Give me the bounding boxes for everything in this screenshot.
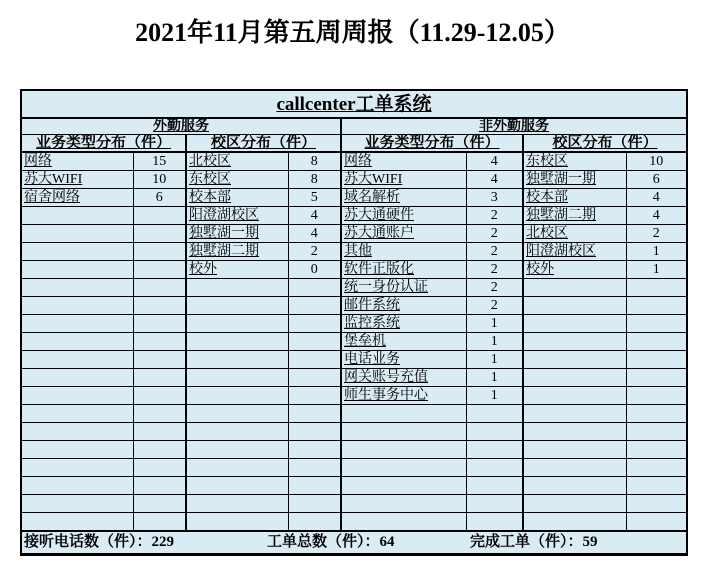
cell-label: [21, 315, 133, 333]
table-row: [21, 333, 687, 351]
table-row: [21, 459, 687, 477]
cell-value: 4: [466, 152, 523, 171]
cell-value: 5: [288, 189, 341, 207]
cell-value: 10: [626, 152, 687, 171]
cell-value: [288, 477, 341, 495]
table-row: [21, 477, 687, 495]
column-header-row: [21, 135, 687, 153]
cell-label: [341, 405, 466, 423]
summary-row: [21, 531, 687, 555]
page-title: 2021年11月第五周周报（11.29-12.05）: [135, 18, 570, 47]
cell-value: [466, 513, 523, 532]
cell-label: 独墅湖二期: [523, 207, 626, 225]
cell-label: [186, 441, 288, 459]
table-title: callcenter工单系统: [21, 90, 687, 118]
cell-value: [133, 423, 186, 441]
cell-value: 8: [288, 171, 341, 189]
table-row: [21, 513, 687, 532]
cell-label: [523, 441, 626, 459]
table-row: [21, 405, 687, 423]
cell-value: [466, 405, 523, 423]
cell-label: [21, 225, 133, 243]
cell-value: [626, 279, 687, 297]
table-row: [21, 243, 687, 261]
cell-label: [21, 387, 133, 405]
cell-label: [523, 387, 626, 405]
cell-value: [133, 207, 186, 225]
table-row: [21, 225, 687, 243]
cell-label: [341, 477, 466, 495]
cell-label: [21, 279, 133, 297]
table-row: [21, 441, 687, 459]
cell-label: 阳澄湖校区: [186, 207, 288, 225]
cell-label: 苏大通账户: [341, 225, 466, 243]
cell-label: [186, 369, 288, 387]
cell-value: 6: [133, 189, 186, 207]
cell-label: 电话业务: [341, 351, 466, 369]
cell-value: 2: [466, 297, 523, 315]
cell-label: [21, 441, 133, 459]
cell-label: 独墅湖二期: [186, 243, 288, 261]
cell-value: [133, 333, 186, 351]
cell-label: [21, 423, 133, 441]
table-row: [21, 423, 687, 441]
cell-value: [466, 423, 523, 441]
cell-value: [626, 297, 687, 315]
cell-value: [626, 477, 687, 495]
table-row: [21, 171, 687, 189]
cell-label: [186, 459, 288, 477]
cell-value: 10: [133, 171, 186, 189]
cell-label: 堡垒机: [341, 333, 466, 351]
cell-value: 0: [288, 261, 341, 279]
summary-cell: [21, 531, 687, 555]
cell-value: 4: [288, 207, 341, 225]
cell-label: 校本部: [186, 189, 288, 207]
table-row: [21, 297, 687, 315]
cell-label: [523, 459, 626, 477]
cell-label: [21, 477, 133, 495]
column-header-field-campus: 校区分布（件）: [186, 135, 341, 153]
cell-value: 4: [626, 207, 687, 225]
cell-label: [186, 423, 288, 441]
cell-value: [288, 279, 341, 297]
data-rows: [21, 152, 687, 531]
cell-value: 1: [626, 243, 687, 261]
cell-value: [626, 459, 687, 477]
cell-value: [133, 225, 186, 243]
cell-label: [523, 513, 626, 532]
cell-label: [341, 441, 466, 459]
cell-value: [288, 297, 341, 315]
cell-value: [626, 333, 687, 351]
cell-value: 1: [466, 369, 523, 387]
cell-value: [626, 423, 687, 441]
cell-label: 师生事务中心: [341, 387, 466, 405]
cell-label: [186, 405, 288, 423]
cell-label: 校本部: [523, 189, 626, 207]
cell-value: 1: [466, 387, 523, 405]
cell-label: 苏大通硬件: [341, 207, 466, 225]
service-section-row: [21, 118, 687, 135]
cell-label: [21, 207, 133, 225]
cell-label: [523, 351, 626, 369]
cell-value: [133, 459, 186, 477]
calls-answered-total: 接听电话数（件）：229: [24, 534, 175, 550]
cell-label: 苏大WIFI: [21, 171, 133, 189]
table-row: [21, 261, 687, 279]
cell-label: [21, 495, 133, 513]
cell-value: [288, 441, 341, 459]
cell-label: [523, 315, 626, 333]
cell-label: [523, 405, 626, 423]
table-row: [21, 207, 687, 225]
cell-value: [626, 513, 687, 532]
cell-value: 4: [288, 225, 341, 243]
cell-value: 15: [133, 152, 186, 171]
cell-label: [523, 333, 626, 351]
section-header-field-service: 外勤服务: [21, 118, 341, 135]
cell-label: [186, 387, 288, 405]
cell-label: 东校区: [523, 152, 626, 171]
cell-label: 阳澄湖校区: [523, 243, 626, 261]
cell-value: [288, 369, 341, 387]
cell-label: 邮件系统: [341, 297, 466, 315]
cell-value: 4: [626, 189, 687, 207]
table-row: [21, 279, 687, 297]
cell-label: [186, 477, 288, 495]
cell-value: [133, 441, 186, 459]
table-row: [21, 369, 687, 387]
cell-value: [288, 459, 341, 477]
cell-label: [21, 351, 133, 369]
cell-value: 2: [626, 225, 687, 243]
cell-value: [288, 513, 341, 532]
cell-value: [466, 477, 523, 495]
cell-label: [21, 369, 133, 387]
cell-label: 北校区: [186, 152, 288, 171]
column-header-field-business-type: 业务类型分布（件）: [21, 135, 186, 153]
cell-label: [21, 513, 133, 532]
cell-label: 校外: [186, 261, 288, 279]
cell-value: [288, 495, 341, 513]
table-row: [21, 152, 687, 171]
table-row: [21, 495, 687, 513]
cell-value: [133, 297, 186, 315]
cell-label: [21, 333, 133, 351]
cell-label: [186, 297, 288, 315]
cell-label: 网络: [341, 152, 466, 171]
cell-value: [133, 351, 186, 369]
cell-value: [626, 351, 687, 369]
cell-value: 2: [288, 243, 341, 261]
cell-label: 独墅湖一期: [523, 171, 626, 189]
cell-value: [133, 243, 186, 261]
cell-label: [523, 279, 626, 297]
cell-value: [626, 495, 687, 513]
table-row: [21, 315, 687, 333]
callcenter-report-table: [20, 89, 688, 556]
section-header-non-field-service: 非外勤服务: [341, 118, 687, 135]
cell-label: [186, 513, 288, 532]
cell-value: 4: [466, 171, 523, 189]
cell-label: 监控系统: [341, 315, 466, 333]
cell-value: [626, 441, 687, 459]
cell-value: [133, 405, 186, 423]
cell-value: [288, 387, 341, 405]
cell-label: 域名解析: [341, 189, 466, 207]
cell-label: 其他: [341, 243, 466, 261]
cell-label: [21, 459, 133, 477]
cell-label: [523, 495, 626, 513]
cell-value: 2: [466, 261, 523, 279]
cell-value: [288, 315, 341, 333]
cell-value: 8: [288, 152, 341, 171]
cell-value: [288, 423, 341, 441]
cell-label: [21, 261, 133, 279]
cell-label: 东校区: [186, 171, 288, 189]
cell-value: 2: [466, 279, 523, 297]
cell-label: [186, 495, 288, 513]
work-orders-completed: 完成工单（件）：59: [470, 534, 598, 550]
cell-value: [288, 405, 341, 423]
cell-value: [466, 459, 523, 477]
cell-label: [186, 279, 288, 297]
cell-value: [133, 279, 186, 297]
cell-value: [133, 261, 186, 279]
cell-value: [133, 513, 186, 532]
cell-label: [21, 297, 133, 315]
cell-label: [341, 513, 466, 532]
cell-label: [21, 243, 133, 261]
cell-label: 苏大WIFI: [341, 171, 466, 189]
cell-value: [133, 495, 186, 513]
cell-label: [341, 459, 466, 477]
cell-value: [288, 333, 341, 351]
cell-value: [626, 387, 687, 405]
cell-value: [133, 369, 186, 387]
cell-label: [21, 405, 133, 423]
cell-value: 1: [466, 315, 523, 333]
cell-label: 校外: [523, 261, 626, 279]
cell-label: [341, 495, 466, 513]
work-orders-total: 工单总数（件）：64: [267, 534, 395, 550]
table-row: [21, 351, 687, 369]
cell-value: [466, 495, 523, 513]
cell-label: 统一身份认证: [341, 279, 466, 297]
cell-label: [523, 297, 626, 315]
cell-value: [133, 387, 186, 405]
cell-value: 1: [626, 261, 687, 279]
cell-value: [288, 351, 341, 369]
cell-value: [626, 315, 687, 333]
cell-label: [523, 477, 626, 495]
cell-value: [626, 369, 687, 387]
cell-label: 网关账号充值: [341, 369, 466, 387]
table-title-row: [21, 90, 687, 118]
cell-label: 软件正版化: [341, 261, 466, 279]
cell-label: 网络: [21, 152, 133, 171]
table-row: [21, 387, 687, 405]
cell-label: 宿舍网络: [21, 189, 133, 207]
cell-value: 1: [466, 333, 523, 351]
cell-value: 6: [626, 171, 687, 189]
cell-value: [133, 315, 186, 333]
cell-label: [523, 369, 626, 387]
cell-label: 独墅湖一期: [186, 225, 288, 243]
cell-value: 3: [466, 189, 523, 207]
cell-label: [186, 351, 288, 369]
cell-value: 2: [466, 225, 523, 243]
table-row: [21, 189, 687, 207]
cell-label: [341, 423, 466, 441]
cell-label: [186, 333, 288, 351]
cell-value: 1: [466, 351, 523, 369]
cell-label: [186, 315, 288, 333]
cell-label: 北校区: [523, 225, 626, 243]
cell-label: [523, 423, 626, 441]
cell-value: [133, 477, 186, 495]
cell-value: 2: [466, 243, 523, 261]
column-header-nonfield-campus: 校区分布（件）: [523, 135, 687, 153]
cell-value: [626, 405, 687, 423]
cell-value: 2: [466, 207, 523, 225]
cell-value: [466, 441, 523, 459]
column-header-nonfield-business-type: 业务类型分布（件）: [341, 135, 523, 153]
